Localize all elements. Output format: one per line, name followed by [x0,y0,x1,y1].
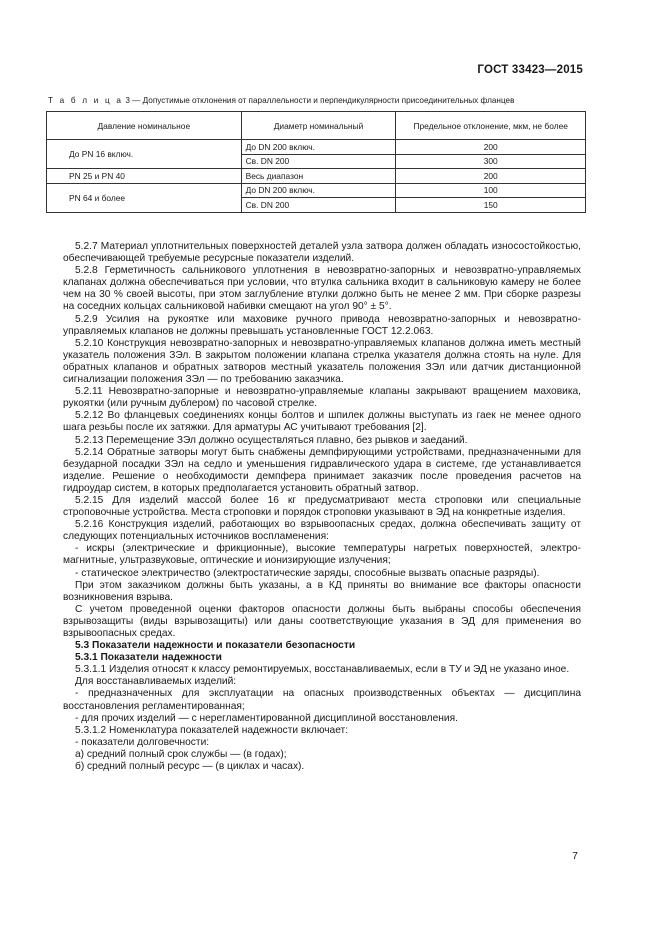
paragraph: Для восстанавливаемых изделий: [75,676,237,688]
paragraph: 5.2.16 Конструкция изделий, работающих во взрывоопасных средах, должна обеспечивать защиту от следующих потенциальных источников воспламенения: [63,519,581,543]
paragraph: 5.3 Показатели надежности и показатели безопасности [75,640,356,652]
table-cell-diameter: Св. DN 200 [241,154,396,169]
paragraph: - для прочих изделий — с нерегламентированной дисциплиной восстановления. [75,712,458,724]
paragraph: 5.2.14 Обратные затворы могут быть снабжены демпфирующими устройствами, предназначенными для безударной посадки ЗЭл на седло и уменьшения гидравлического удара в системе, где устанавливается изделие. Решение о необходимости демпфера принимает заказчик после проведения расчетов на гидроудар систем, в которых предполагается установить обратный затвор. [63,446,581,494]
paragraph: - предназначенных для эксплуатации на опасных производственных объектах — дисциплина восстановления регламентированная; [63,688,581,712]
table-caption-text: 3 — Допустимые отклонения от параллельности и перпендикулярности присоединительных фланцев [125,96,515,105]
table-cell-diameter: Св. DN 200 [241,198,396,213]
paragraph: - показатели долговечности: [75,736,210,748]
table-cell-deviation: 200 [396,140,586,155]
table-caption-prefix: Т а б л и ц а [48,96,124,105]
table-cell-deviation: 200 [396,169,586,184]
table-cell-pressure: До PN 16 включ. [47,140,242,169]
paragraph: 5.2.12 Во фланцевых соединениях концы болтов и шпилек должны выступать из гаек не менее одного шага резьбы после их затяжки. Для арматуры АС учитывают требования [2]. [63,410,581,434]
table-caption [48,96,608,105]
table-cell-pressure: PN 64 и более [47,183,242,212]
paragraph: а) средний полный срок службы — (в годах); [75,748,287,760]
table-cell-diameter: Весь диапазон [241,169,396,184]
table-cell-deviation: 150 [396,198,586,213]
paragraph: При этом заказчиком должны быть указаны, а в КД приняты во внимание все факторы опасности возникновения взрыва. [63,579,581,603]
document-id: ГОСТ 33423—2015 [477,64,583,76]
paragraph: 5.2.8 Герметичность сальникового уплотнения в невозвратно-запорных и невозвратно-управляемых клапанах должна обеспечиваться при условии, что втулка сальника входит в сальниковую камеру не более чем на 30 % своей высоты, при этом заглубление втулки должно быть не менее 2 мм. При сборке разрезы на соседних кольцах сальниковой набивки смещают на угол 90° ± 5°. [63,265,581,313]
paragraph: С учетом проведенной оценки факторов опасности должны быть выбраны способы обеспечения взрывозащиты (виды взрывозащиты) или даны соответствующие указания в ЭД для применения во взрывоопасных средах. [63,603,581,639]
paragraph: 5.2.15 Для изделий массой более 16 кг предусматривают места строповки или специальные строповочные устройства. Места строповки и порядок строповки указывают в ЭД на конкретные изделия. [63,494,581,519]
paragraph: - статическое электричество (электростатические заряды, способные вызвать опасные разряды). [75,567,540,579]
paragraph: 5.2.9 Усилия на рукоятке или маховике ручного привода невозвратно-запорных и невозвратно-управляемых клапанов не должны превышать установленные ГОСТ 12.2.063. [63,313,581,337]
table-cell-deviation: 100 [396,183,586,198]
table-row [47,183,586,198]
body-text [63,241,581,773]
deviation-table [46,111,586,213]
paragraph: 5.3.1.2 Номенклатура показателей надежности включает: [75,724,349,736]
paragraph: 5.2.10 Конструкция невозвратно-запорных и невозвратно-управляемых клапанов должна иметь местный указатель положения ЗЭл. В закрытом положении клапана стрелка указателя должна стоять на нуле. Для обратных клапанов и обратных затворов местный указатель положения ЗЭл или датчик дистанционной сигнализации положения ЗЭл — по требованию заказчика. [63,337,581,386]
table-header-deviation: Предельное отклонение, мкм, не более [396,112,586,140]
paragraph: 5.2.7 Материал уплотнительных поверхностей деталей узла затвора должен обладать износостойкостью, обеспечивающей требуемые ресурсные показатели изделий. [63,241,581,265]
table-row [47,140,586,155]
table-cell-pressure: PN 25 и PN 40 [47,169,242,184]
table-header-pressure: Давление номинальное [47,112,242,140]
table-cell-diameter: До DN 200 включ. [241,140,396,155]
paragraph: 5.3.1 Показатели надежности [75,652,222,664]
table-row [47,169,586,184]
table-cell-deviation: 300 [396,154,586,169]
table-cell-diameter: До DN 200 включ. [241,183,396,198]
paragraph: 5.3.1.1 Изделия относят к классу ремонтируемых, восстанавливаемых, если в ТУ и ЭД не указано иное. [75,664,570,676]
paragraph: - искры (электрические и фрикционные), высокие температуры нагретых поверхностей, электромагнитные, ультразвуковые, оптические и ионизирующие излучения; [63,543,581,567]
table-header-diameter: Диаметр номинальный [241,112,396,140]
page-number: 7 [572,850,578,862]
paragraph: б) средний полный ресурс — (в циклах и часах). [75,761,305,773]
paragraph: 5.2.13 Перемещение ЗЭл должно осуществляться плавно, без рывков и заеданий. [75,434,468,446]
paragraph: 5.2.11 Невозвратно-запорные и невозвратно-управляемые клапаны закрывают вращением маховика, рукоятки (или ручным дублером) по часовой стрелке. [63,386,581,410]
